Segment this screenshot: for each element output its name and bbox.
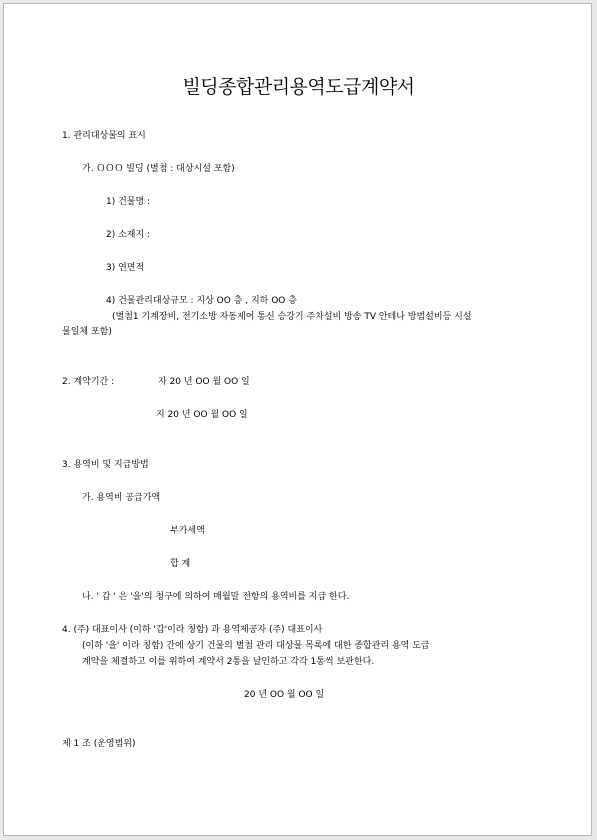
section-1-note-line-2: 물일체 포함) — [62, 327, 112, 337]
section-1-ga: 가. ＯＯＯ 빌딩 (별첨 : 대상시설 포함) — [82, 164, 235, 174]
section-1-item-2: 2) 소재지 : — [106, 230, 151, 240]
section-1-item-4: 4) 건물관리대상규모 : 지상 OO 층 , 지하 OO 층 — [106, 296, 297, 306]
section-3-heading: 3. 용역비 및 지급방법 — [62, 460, 149, 470]
section-3-vat: 부가세액 — [170, 526, 205, 536]
section-4-line-1: 4. (주) 대표이사 (이하 '갑'이라 칭함) 과 용역제공자 (주) 대표이사 — [62, 625, 323, 635]
section-4-line-2: (이하 '을' 이라 칭함) 간에 상기 건물의 별첨 관리 대상물 목록에 대한 종합관리 용역 도급 — [82, 641, 430, 651]
document-title: 빌딩종합관리용역도급계약서 — [182, 76, 415, 98]
contract-period-from: 자 20 년 OO 월 OO 일 — [158, 377, 250, 387]
section-1-heading: 1. 관리대상물의 표시 — [62, 131, 146, 141]
contract-period-to: 지 20 년 OO 월 OO 일 — [156, 410, 248, 420]
section-3-na: 나. ' 갑 ' 은 '을'의 청구에 의하여 매월말 전항의 용역비를 지급 한다. — [82, 592, 350, 602]
section-1-item-1: 1) 건물명 : — [106, 197, 151, 207]
section-4-line-3: 계약을 체결하고 이를 위하여 계약서 2통을 날인하고 각각 1통씩 보관한다. — [82, 657, 375, 667]
section-1-item-3: 3) 연면적 — [106, 263, 145, 273]
section-3-total: 합 계 — [170, 559, 191, 569]
document-page — [3, 3, 592, 836]
article-1-heading: 제 1 조 (운영범위) — [62, 739, 136, 749]
section-2-heading: 2. 계약기간 : — [62, 377, 115, 387]
section-1-note-line-1: (별첨1 기계장비, 전기소방 자동제어 통신 승강기 주차설비 방송 TV 안테나 방범설비등 시설 — [112, 312, 472, 322]
signing-date: 20 년 OO 월 OO 일 — [244, 690, 325, 700]
section-3-ga: 가. 용역비 공급가액 — [82, 493, 161, 503]
